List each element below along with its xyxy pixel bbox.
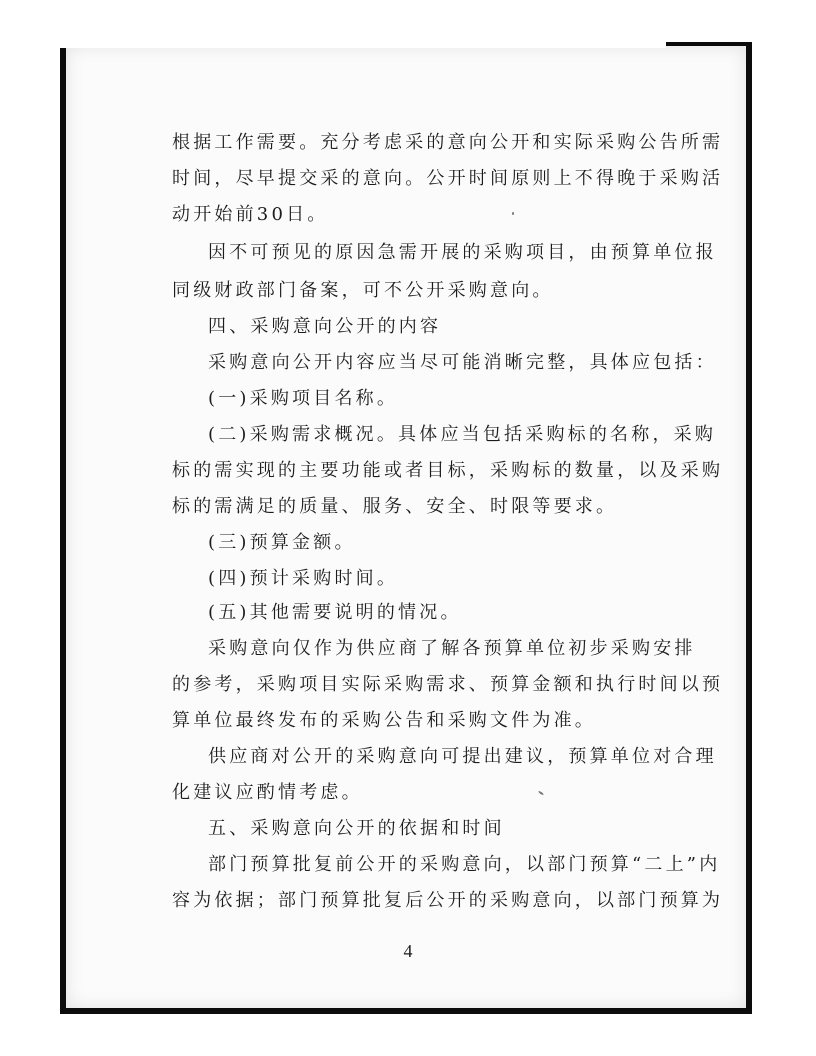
text-line: 动开始前30日。	[172, 204, 329, 225]
text-line: 容为依据；部门预算批复后公开的采购意向，以部门预算为	[172, 890, 724, 911]
section-heading: 四、采购意向公开的内容	[208, 316, 442, 337]
text-line: 同级财政部门备案，可不公开采购意向。	[172, 280, 554, 301]
list-item: (三)预算金额。	[208, 532, 356, 553]
text-line: 的参考，采购项目实际采购需求、预算金额和执行时间以预	[172, 674, 724, 695]
page-number: 4	[403, 941, 413, 961]
text-line: 因不可预见的原因急需开展的采购项目，由预算单位报	[208, 242, 717, 263]
text-line: 部门预算批复前公开的采购意向，以部门预算“二上”内	[208, 854, 721, 875]
section-heading: 五、采购意向公开的依据和时间	[208, 818, 505, 839]
text-line: 化建议应酌情考虑。	[172, 782, 363, 803]
scan-edge	[60, 42, 666, 48]
list-item: (四)预计采购时间。	[208, 568, 399, 589]
list-item: (一)采购项目名称。	[208, 388, 399, 409]
text-line: 标的需实现的主要功能或者目标，采购标的数量，以及采购	[172, 460, 724, 481]
text-line: 时间，尽早提交采的意向。公开时间原则上不得晚于采购活	[172, 168, 724, 189]
text-line: 标的需满足的质量、服务、安全、时限等要求。	[172, 496, 618, 517]
text-line: 采购意向仅作为供应商了解各预算单位初步采购安排	[208, 638, 696, 659]
scan-speck	[512, 212, 514, 215]
text-line: 采购意向公开内容应当尽可能消晰完整，具体应包括：	[208, 352, 717, 373]
text-line: 供应商对公开的采购意向可提出建议，预算单位对合理	[208, 746, 717, 767]
text-line: 根据工作需要。充分考虑采的意向公开和实际采购公告所需	[172, 132, 724, 153]
text-line: 算单位最终发布的采购公告和采购文件为准。	[172, 710, 596, 731]
list-item: (五)其他需要说明的情况。	[208, 602, 462, 623]
list-item: (二)采购需求概况。具体应当包括采购标的名称，采购	[208, 424, 717, 445]
